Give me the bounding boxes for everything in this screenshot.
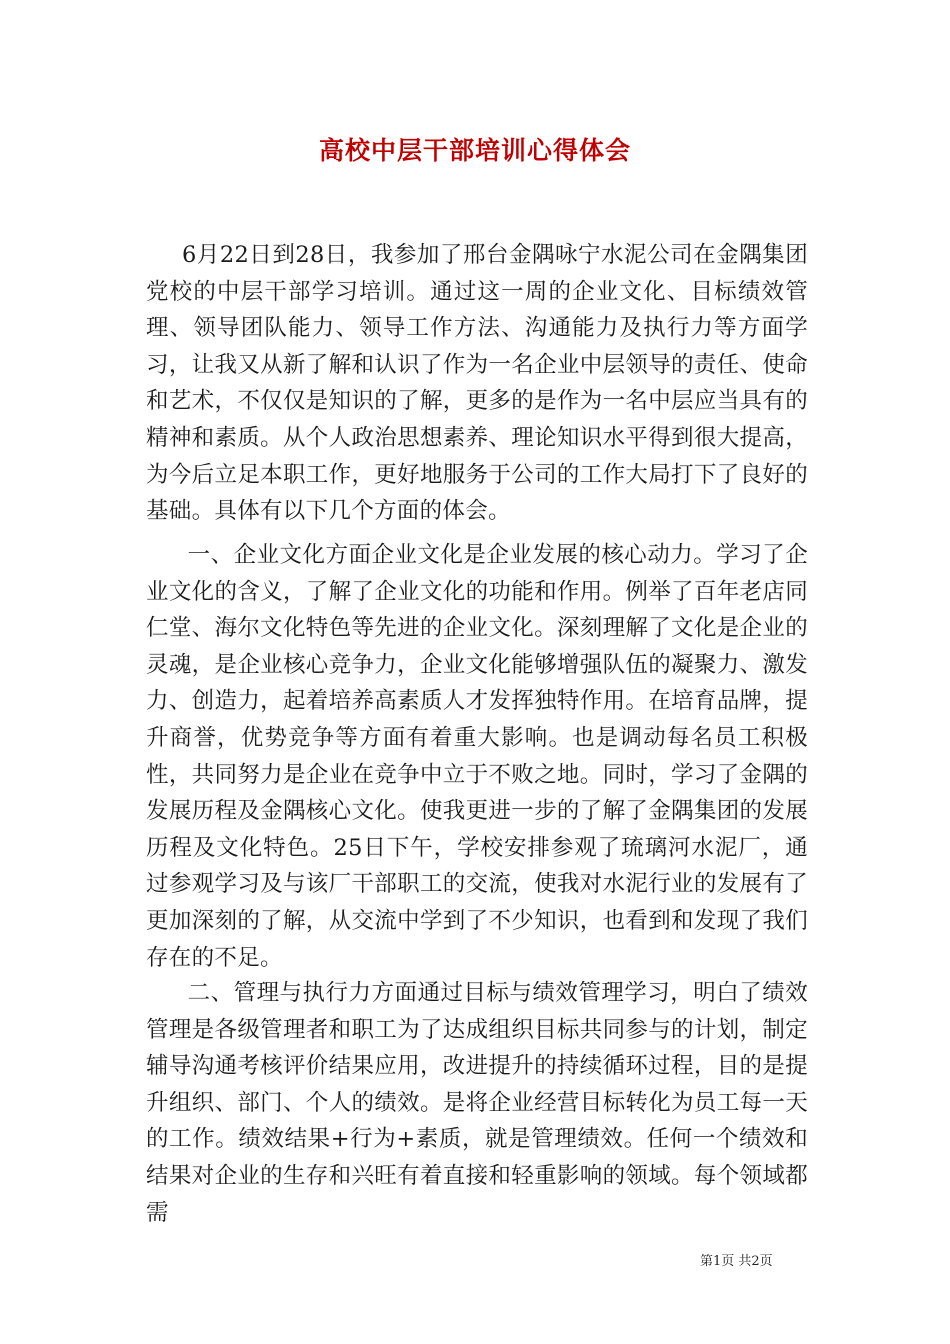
- paragraph: 6月22日到28日，我参加了邢台金隅咏宁水泥公司在金隅集团党校的中层干部学习培训。通过这一周的企业文化、目标绩效管理、领导团队能力、领导工作方法、沟通能力及执行力等方面学习，让我又从新了解和认识了作为一名企业中层领导的责任、使命和艺术，不仅仅是知识的了解，更多的是作为一名中层应当具有的精神和素质。从个人政治思想素养、理论知识水平得到很大提高，为今后立足本职工作，更好地服务于公司的工作大局打下了良好的基础。具体有以下几个方面的体会。: [146, 242, 808, 525]
- page-number-footer: 第1页 共2页: [700, 1254, 773, 1269]
- paragraph: 二、管理与执行力方面通过目标与绩效管理学习，明白了绩效管理是各级管理者和职工为了达成组织目标共同参与的计划，制定辅导沟通考核评价结果应用，改进提升的持续循环过程，目的是提升组织、部门、个人的绩效。是将企业经营目标转化为员工每一天的工作。绩效结果+行为+素质，就是管理绩效。任何一个绩效和结果对企业的生存和兴旺有着直接和轻重影响的领域。每个领域都需: [146, 980, 808, 1226]
- document-title: 高校中层干部培训心得体会: [318, 136, 631, 165]
- paragraph-block-3: [146, 975, 808, 1231]
- paragraph-block-1: [146, 237, 808, 530]
- paragraph: 一、企业文化方面企业文化是企业发展的核心动力。学习了企业文化的含义，了解了企业文化的功能和作用。例举了百年老店同仁堂、海尔文化特色等先进的企业文化。深刻理解了文化是企业的灵魂，是企业核心竞争力，企业文化能够增强队伍的凝聚力、激发力、创造力，起着培养高素质人才发挥独特作用。在培育品牌，提升商誉，优势竞争等方面有着重大影响。也是调动每名员工积极性，共同努力是企业在竞争中立于不败之地。同时，学习了金隅的发展历程及金隅核心文化。使我更进一步的了解了金隅集团的发展历程及文化特色。25日下午，学校安排参观了琉璃河水泥厂，通过参观学习及与该厂干部职工的交流，使我对水泥行业的发展有了更加深刻的了解，从交流中学到了不少知识，也看到和发现了我们存在的不足。: [146, 542, 808, 971]
- paragraph-block-2: [146, 537, 808, 976]
